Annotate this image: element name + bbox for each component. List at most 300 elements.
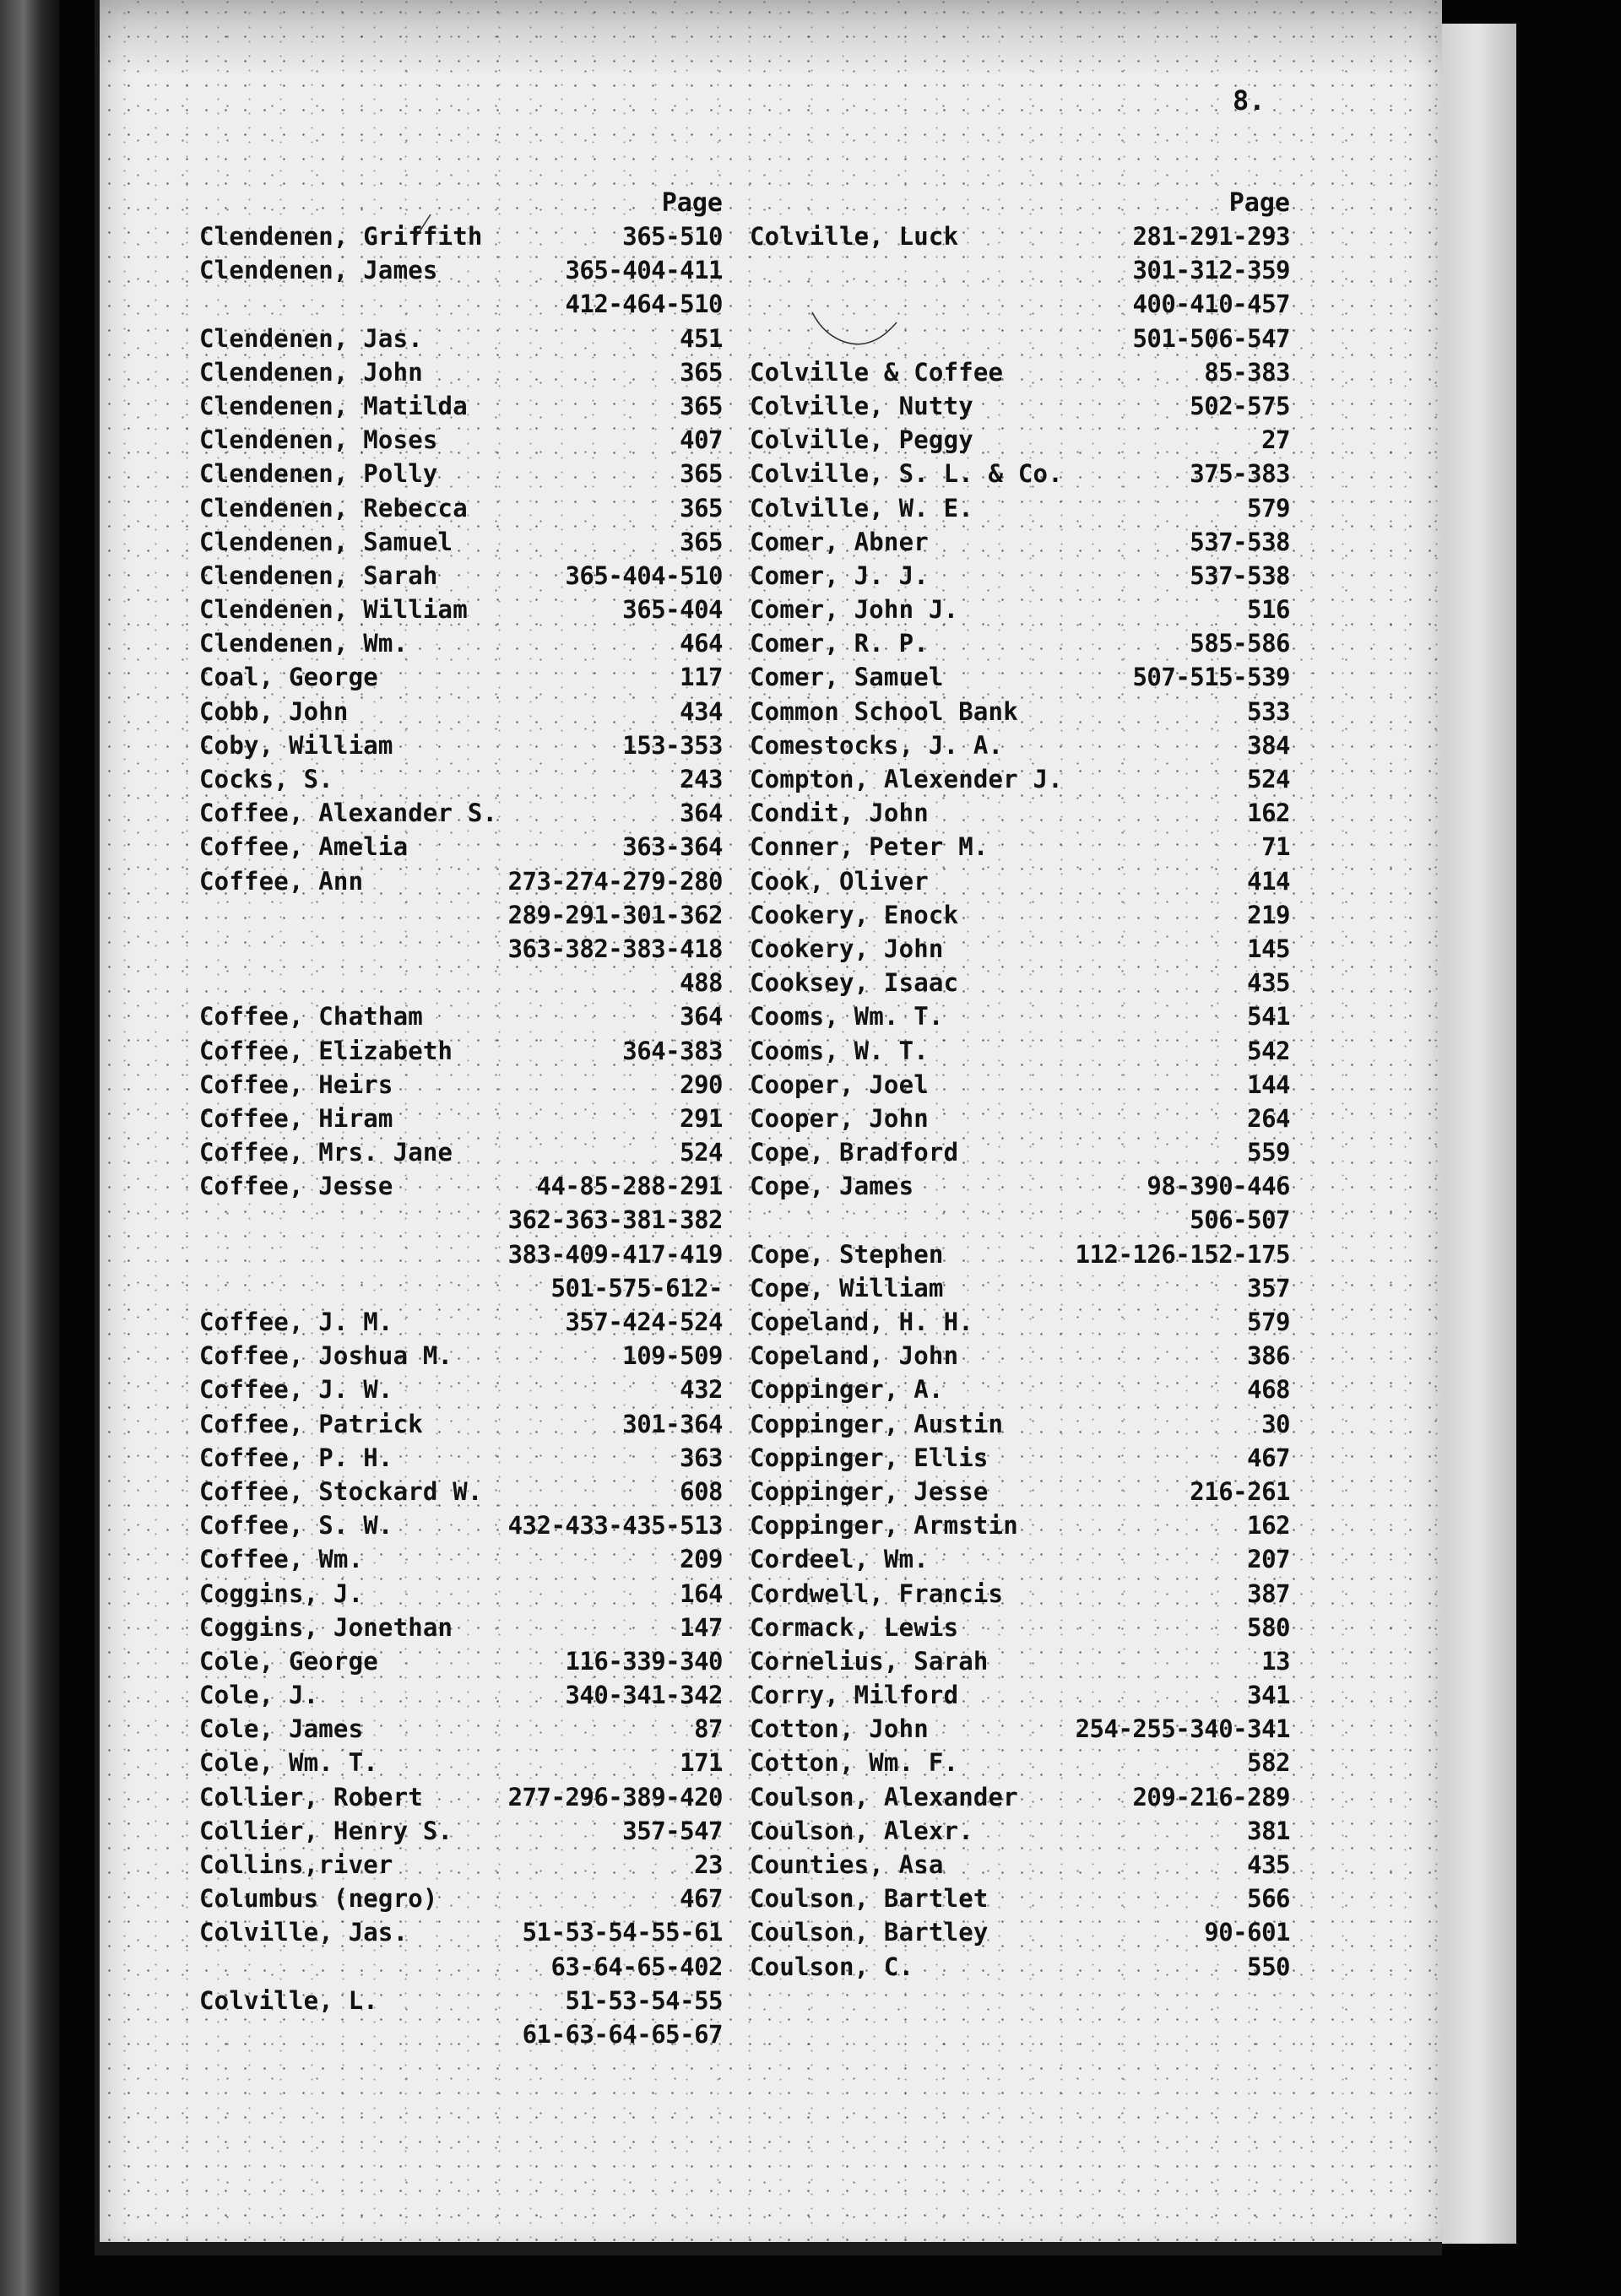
index-entry [199,1915,723,1949]
entry-pages: 365 [680,493,723,523]
index-entry [750,1373,1290,1406]
index-entry [750,423,1290,457]
index-entry [750,1475,1290,1508]
entry-name: Cookery, John [750,934,944,963]
entry-pages: 400-410-457 [1132,290,1290,319]
entry-pages: 365 [680,357,723,387]
column-header-page: Page [1228,188,1290,218]
entry-pages: 468 [1247,1375,1290,1405]
entry-name: Cole, J. [199,1681,319,1710]
entry-pages: 61-63-64-65-67 [522,2019,723,2049]
entry-name: Colville, S. L. & Co. [750,459,1063,489]
entry-pages: 364 [680,1002,723,1032]
entry-name: Cordeel, Wm. [750,1545,929,1574]
adjacent-page-edge [1435,24,1516,2244]
entry-pages: 153-353 [622,730,723,760]
index-entry [199,1780,723,1814]
index-entry [199,1882,723,1915]
index-entry [199,1339,723,1373]
index-entry [199,728,723,762]
entry-name: Coulson, Bartley [750,1918,989,1947]
index-entry [750,1882,1290,1915]
entry-pages: 435 [1247,968,1290,998]
entry-pages: 87 [694,1714,723,1744]
entry-pages: 301-312-359 [1132,256,1290,285]
index-entry [199,830,723,864]
index-entry [199,2017,723,2051]
entry-name: Coffee, Heirs [199,1069,393,1099]
entry-name: Clendenen, John [199,357,423,387]
index-entry [750,1102,1290,1135]
entry-pages: 112-126-152-175 [1075,1239,1290,1269]
index-entry [199,491,723,525]
entry-name: Coulson, Alexander [750,1782,1018,1811]
entry-name: Cobb, John [199,696,349,726]
entry-pages: 488 [680,968,723,998]
index-entry [199,762,723,796]
page-top-shadow [100,0,1442,76]
entry-name: Coffee, Joshua M. [199,1341,453,1371]
index-entry [750,1746,1290,1779]
entry-pages: 386 [1247,1341,1290,1371]
entry-pages: 162 [1247,799,1290,828]
index-entry [750,389,1290,423]
index-entry [750,1814,1290,1848]
entry-name: Coppinger, Ellis [750,1443,989,1472]
index-entry [199,525,723,559]
entry-pages: 365 [680,391,723,420]
entry-pages: 364-383 [622,1036,723,1065]
index-entry [750,796,1290,830]
entry-pages: 533 [1247,696,1290,726]
entry-name: Coulson, Bartlet [750,1884,989,1914]
entry-pages: 147 [680,1612,723,1642]
index-entry [750,1271,1290,1305]
index-entry [750,457,1290,490]
entry-pages: 145 [1247,934,1290,963]
entry-pages: 559 [1247,1138,1290,1167]
entry-name: Coppinger, Austin [750,1409,1004,1438]
index-entry [750,287,1290,321]
index-entry [750,1678,1290,1712]
index-entry [199,287,723,321]
entry-pages: 506-507 [1190,1205,1290,1235]
index-entry [199,1135,723,1169]
index-entry [199,593,723,626]
entry-name: Cooksey, Isaac [750,968,959,998]
index-entry [750,322,1290,355]
index-entry [750,932,1290,966]
entry-name: Clendenen, Samuel [199,527,453,556]
entry-pages: 30 [1261,1409,1290,1438]
entry-pages: 365 [680,527,723,556]
entry-name: Clendenen, Polly [199,459,438,489]
index-entry [750,898,1290,932]
index-entry [750,1577,1290,1611]
column-header-page: Page [661,188,723,218]
entry-pages: 537-538 [1190,527,1290,556]
index-entry [199,796,723,830]
page-number: 8. [1233,84,1266,116]
entry-name: Colville & Coffee [750,357,1004,387]
index-entries-right [750,219,1290,1984]
index-entry [750,355,1290,389]
index-entry [199,1814,723,1848]
entry-name: Colville, W. E. [750,493,973,523]
entry-pages: 144 [1247,1069,1290,1099]
index-entry [199,423,723,457]
entry-name: Collins,river [199,1850,393,1879]
entry-pages: 467 [1247,1443,1290,1472]
index-entry [750,525,1290,559]
entry-pages: 109-509 [622,1341,723,1371]
entry-pages: 71 [1261,832,1290,862]
entry-pages: 51-53-54-55 [565,1985,723,2015]
entry-name: Cotton, John [750,1714,929,1744]
index-entry [199,355,723,389]
entry-pages: 507-515-539 [1132,663,1290,692]
entry-pages: 357-424-524 [565,1308,723,1336]
entry-pages: 44-85-288-291 [536,1172,723,1201]
index-entry [750,1712,1290,1746]
index-entry [750,830,1290,864]
entry-name: Coffee, Chatham [199,1002,423,1032]
index-entry [199,1678,723,1712]
entry-name: Clendenen, Jas. [199,323,423,353]
index-entry [750,1950,1290,1984]
entry-name: Counties, Asa [750,1850,944,1879]
entry-name: Cotton, Wm. F. [750,1748,959,1778]
entry-name: Collier, Henry S. [199,1816,453,1845]
entry-name: Comer, Samuel [750,663,944,692]
entry-name: Comer, John J. [750,595,959,625]
entry-name: Cole, George [199,1646,378,1676]
entry-name: Columbus (negro) [199,1884,438,1914]
entry-name: Coffee, Ann [199,866,364,896]
index-entry [199,898,723,932]
entry-pages: 27 [1261,425,1290,455]
entry-pages: 209 [680,1545,723,1574]
index-entry [750,660,1290,694]
entry-name: Cookery, Enock [750,900,959,929]
entry-pages: 363-364 [622,832,723,862]
index-entry [199,660,723,694]
entry-pages: 301-364 [622,1409,723,1438]
entry-pages: 579 [1247,1308,1290,1336]
index-entry [199,559,723,593]
entry-name: Conner, Peter M. [750,832,989,862]
entry-pages: 550 [1247,1952,1290,1981]
entry-pages: 412-464-510 [565,290,723,319]
entry-name: Coppinger, A. [750,1375,944,1405]
index-entry [750,1611,1290,1644]
index-entry [199,1102,723,1135]
index-entry [750,762,1290,796]
index-entry [199,1373,723,1406]
index-entry [199,695,723,728]
index-entry [750,1034,1290,1068]
index-entry [199,457,723,490]
index-entry [199,1441,723,1475]
index-entry [750,728,1290,762]
entry-name: Coulson, Alexr. [750,1816,973,1845]
binding-edge [0,0,59,2296]
entry-pages: 63-64-65-402 [550,1952,723,1981]
entry-name: Coffee, P. H. [199,1443,393,1472]
index-entry [750,1848,1290,1882]
entry-pages: 501-506-547 [1132,323,1290,353]
entry-pages: 414 [1247,866,1290,896]
entry-pages: 383-409-417-419 [507,1239,723,1269]
index-entry [750,1068,1290,1102]
entry-pages: 381 [1247,1816,1290,1845]
entry-pages: 464 [680,629,723,658]
entry-name: Comer, R. P. [750,629,929,658]
entry-name: Cordwell, Francis [750,1578,1004,1608]
entry-name: Copeland, H. H. [750,1308,973,1336]
entry-pages: 365-404 [622,595,723,625]
entry-name: Cope, Bradford [750,1138,959,1167]
index-entry [199,1407,723,1441]
index-entry [199,1577,723,1611]
entry-pages: 117 [680,663,723,692]
index-entry [199,1271,723,1305]
entry-pages: 501-575-612- [550,1273,723,1302]
index-entry [199,1475,723,1508]
index-entry [750,966,1290,999]
entry-name: Cole, Wm. T. [199,1748,378,1778]
entry-name: Clendenen, Matilda [199,391,468,420]
entry-pages: 254-255-340-341 [1075,1714,1290,1744]
entry-pages: 23 [694,1850,723,1879]
entry-name: Cook, Oliver [750,866,929,896]
entry-name: Compton, Alexender J. [750,765,1063,793]
entry-name: Clendenen, Moses [199,425,438,455]
entry-pages: 290 [680,1069,723,1099]
index-entry [199,999,723,1033]
entry-name: Coffee, Elizabeth [199,1036,453,1065]
entry-name: Coffee, J. M. [199,1308,393,1336]
entry-pages: 365 [680,459,723,489]
index-entry [199,1984,723,2017]
entry-name: Cornelius, Sarah [750,1646,989,1676]
entry-name: Coffee, Alexander S. [199,799,498,828]
entry-pages: 451 [680,323,723,353]
index-entry [750,626,1290,660]
entry-pages: 357-547 [622,1816,723,1845]
index-entry [750,1407,1290,1441]
index-entry [199,1305,723,1339]
index-entry [750,1203,1290,1237]
entry-name: Coffee, Hiram [199,1103,393,1133]
entry-name: Cooms, Wm. T. [750,1002,944,1032]
index-entry [199,389,723,423]
entry-pages: 585-586 [1190,629,1290,658]
entry-name: Colville, Jas. [199,1918,409,1947]
entry-name: Common School Bank [750,696,1018,726]
entry-name: Clendenen, Griffith [199,222,483,251]
entry-pages: 51-53-54-55-61 [522,1918,723,1947]
entry-pages: 365-510 [622,222,723,251]
entry-name: Cope, Stephen [750,1239,944,1269]
entry-pages: 516 [1247,595,1290,625]
index-entry [750,999,1290,1033]
entry-name: Comer, J. J. [750,560,929,590]
entry-pages: 432 [680,1375,723,1405]
index-entry [199,1746,723,1779]
entry-pages: 340-341-342 [565,1681,723,1710]
index-entry [199,1848,723,1882]
index-entry [199,1611,723,1644]
index-entry [750,695,1290,728]
entry-pages: 524 [680,1138,723,1167]
entry-pages: 582 [1247,1748,1290,1778]
entry-name: Coffee, Jesse [199,1172,393,1201]
index-entry [750,219,1290,253]
entry-pages: 362-363-381-382 [507,1205,723,1235]
entry-pages: 363 [680,1443,723,1472]
entry-pages: 375-383 [1190,459,1290,489]
index-entry [750,593,1290,626]
entry-pages: 273-274-279-280 [507,866,723,896]
entry-pages: 566 [1247,1884,1290,1914]
index-entry [199,1237,723,1271]
index-entry [750,559,1290,593]
index-entry [750,1915,1290,1949]
entry-pages: 608 [680,1476,723,1506]
index-entry [199,1034,723,1068]
index-column-right [750,187,1290,1984]
index-entry [199,219,723,253]
index-entry [750,1169,1290,1203]
index-entry [199,1644,723,1678]
entry-pages: 387 [1247,1578,1290,1608]
entry-pages: 357 [1247,1273,1290,1302]
entry-pages: 162 [1247,1511,1290,1541]
entry-name: Coffee, Amelia [199,832,409,862]
entry-name: Coffee, Stockard W. [199,1476,483,1506]
entry-name: Coffee, Wm. [199,1545,364,1574]
entry-name: Comestocks, J. A. [750,730,1004,760]
entry-pages: 341 [1247,1681,1290,1710]
index-entry [750,1135,1290,1169]
entry-pages: 98-390-446 [1147,1172,1290,1201]
entry-name: Cooper, Joel [750,1069,929,1099]
entry-pages: 467 [680,1884,723,1914]
entry-name: Coby, William [199,730,393,760]
entry-pages: 281-291-293 [1132,222,1290,251]
entry-name: Cocks, S. [199,765,333,793]
index-entry [750,253,1290,287]
index-column-left [199,187,723,2051]
index-entries-left [199,219,723,2051]
entry-pages: 291 [680,1103,723,1133]
entry-pages: 13 [1261,1646,1290,1676]
entry-name: Condit, John [750,799,929,828]
entry-pages: 171 [680,1748,723,1778]
index-entry [750,1780,1290,1814]
entry-name: Cope, William [750,1273,944,1302]
page-bottom-edge [100,2242,1442,2255]
index-entry [750,1305,1290,1339]
index-entry [199,1950,723,1984]
entry-name: Colville, L. [199,1985,378,2015]
entry-pages: 164 [680,1578,723,1608]
entry-name: Coppinger, Armstin [750,1511,1018,1541]
index-entry [199,1169,723,1203]
index-entry [750,864,1290,898]
entry-name: Clendenen, James [199,256,438,285]
entry-pages: 384 [1247,730,1290,760]
index-entry [750,1542,1290,1576]
entry-pages: 85-383 [1204,357,1290,387]
index-entry [750,491,1290,525]
entry-name: Coulson, C. [750,1952,914,1981]
entry-pages: 432-433-435-513 [507,1511,723,1541]
entry-pages: 365-404-510 [565,560,723,590]
entry-name: Colville, Peggy [750,425,973,455]
entry-pages: 216-261 [1190,1476,1290,1506]
entry-name: Clendenen, Rebecca [199,493,468,523]
index-entry [199,864,723,898]
entry-name: Coffee, Patrick [199,1409,423,1438]
index-entry [199,626,723,660]
entry-name: Comer, Abner [750,527,929,556]
entry-name: Coffee, Mrs. Jane [199,1138,453,1167]
entry-pages: 364 [680,799,723,828]
entry-name: Coggins, Jonethan [199,1612,453,1642]
entry-name: Cooms, W. T. [750,1036,929,1065]
index-entry [199,322,723,355]
entry-pages: 209-216-289 [1132,1782,1290,1811]
entry-pages: 435 [1247,1850,1290,1879]
index-entry [199,932,723,966]
entry-pages: 537-538 [1190,560,1290,590]
entry-pages: 407 [680,425,723,455]
entry-name: Collier, Robert [199,1782,423,1811]
entry-name: Coggins, J. [199,1578,364,1608]
entry-pages: 277-296-389-420 [507,1782,723,1811]
entry-name: Colville, Nutty [750,391,973,420]
entry-pages: 219 [1247,900,1290,929]
entry-name: Clendenen, Sarah [199,560,438,590]
entry-pages: 243 [680,765,723,793]
index-entry [750,1237,1290,1271]
entry-name: Cole, James [199,1714,364,1744]
index-entry [199,253,723,287]
index-entry [750,1441,1290,1475]
entry-name: Cormack, Lewis [750,1612,959,1642]
index-entry [750,1644,1290,1678]
entry-pages: 363-382-383-418 [507,934,723,963]
entry-pages: 116-339-340 [565,1646,723,1676]
entry-pages: 365-404-411 [565,256,723,285]
index-entry [750,1508,1290,1542]
entry-pages: 90-601 [1204,1918,1290,1947]
entry-name: Colville, Luck [750,222,959,251]
entry-name: Corry, Milford [750,1681,959,1710]
entry-name: Coffee, J. W. [199,1375,393,1405]
entry-pages: 580 [1247,1612,1290,1642]
entry-name: Coal, George [199,663,378,692]
entry-pages: 541 [1247,1002,1290,1032]
index-entry [750,1339,1290,1373]
index-entry [199,1712,723,1746]
index-entry [199,1203,723,1237]
entry-pages: 264 [1247,1103,1290,1133]
entry-name: Coppinger, Jesse [750,1476,989,1506]
index-entry [199,1508,723,1542]
